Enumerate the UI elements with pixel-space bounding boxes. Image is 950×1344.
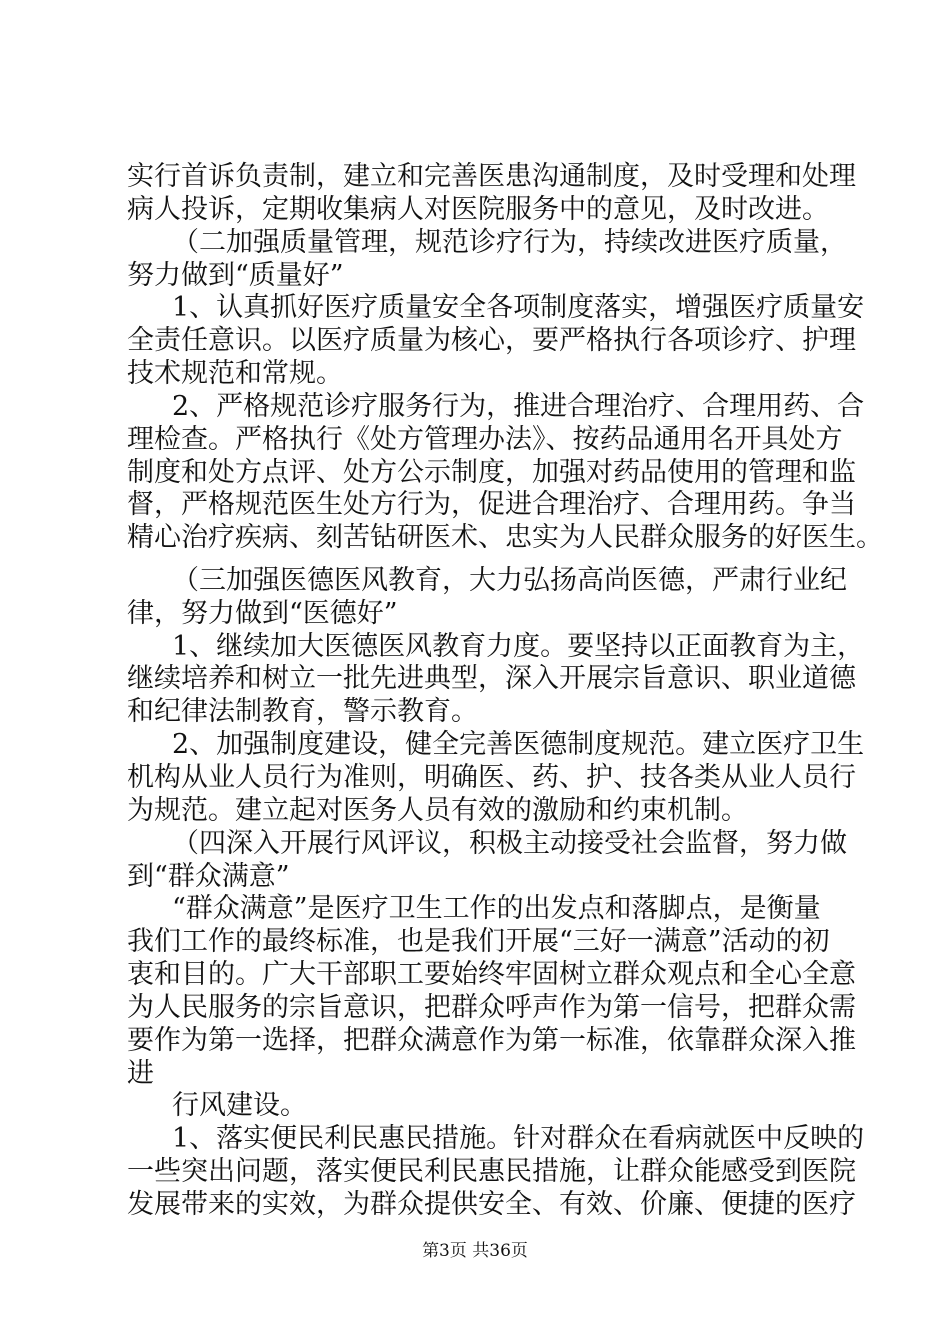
text-line: 制度和处方点评、处方公示制度，加强对药品使用的管理和监	[127, 456, 856, 488]
text-line: 努力做到“质量好”	[127, 259, 344, 291]
text-line: 全责任意识。以医疗质量为核心，要严格执行各项诊疗、护理	[127, 325, 856, 357]
text-line: （二加强质量管理，规范诊疗行为，持续改进医疗质量，	[172, 226, 847, 258]
text-line: （三加强医德医风教育，大力弘扬高尚医德，严肃行业纪	[172, 564, 847, 596]
text-line: 理检查。严格执行《处方管理办法》、按药品通用名开具处方	[127, 423, 843, 455]
text-line: 1、落实便民利民惠民措施。针对群众在看病就医中反映的	[172, 1123, 865, 1155]
text-line: 到“群众满意”	[127, 860, 290, 892]
text-line: 病人投诉，定期收集病人对医院服务中的意见，及时改进。	[127, 193, 829, 225]
text-line: 督，严格规范医生处方行为，促进合理治疗、合理用药。争当	[127, 489, 856, 521]
text-line: 进	[127, 1057, 154, 1089]
text-line: 我们工作的最终标准，也是我们开展“三好一满意”活动的初	[127, 926, 830, 958]
text-line: 行风建设。	[172, 1090, 307, 1122]
text-line: 2、严格规范诊疗服务行为，推进合理治疗、合理用药、合	[172, 390, 865, 422]
text-line: 技术规范和常规。	[127, 358, 343, 390]
text-line: 精心治疗疾病、刻苦钻研医术、忠实为人民群众服务的好医生。	[127, 522, 883, 554]
text-line: 1、继续加大医德医风教育力度。要坚持以正面教育为主，	[172, 630, 865, 662]
page-number-footer: 第3页 共36页	[422, 1241, 528, 1261]
text-line: 为人民服务的宗旨意识，把群众呼声作为第一信号，把群众需	[127, 991, 856, 1023]
text-line: （四深入开展行风评议，积极主动接受社会监督，努力做	[172, 827, 847, 859]
text-line: 继续培养和树立一批先进典型，深入开展宗旨意识、职业道德	[127, 663, 856, 695]
text-line: 为规范。建立起对医务人员有效的激励和约束机制。	[127, 794, 748, 826]
text-line: 机构从业人员行为准则，明确医、药、护、技各类从业人员行	[127, 761, 856, 793]
text-line: 衷和目的。广大干部职工要始终牢固树立群众观点和全心全意	[127, 959, 856, 991]
text-line: 和纪律法制教育，警示教育。	[127, 696, 478, 728]
text-line: “群众满意”是医疗卫生工作的出发点和落脚点，是衡量	[172, 893, 821, 925]
text-line: 2、加强制度建设，健全完善医德制度规范。建立医疗卫生	[172, 729, 865, 761]
text-line: 要作为第一选择，把群众满意作为第一标准，依靠群众深入推	[127, 1024, 856, 1056]
text-line: 发展带来的实效，为群众提供安全、有效、价廉、便捷的医疗	[127, 1189, 856, 1220]
text-line: 律，努力做到“医德好”	[127, 597, 398, 629]
text-line: 1、认真抓好医疗质量安全各项制度落实，增强医疗质量安	[172, 292, 865, 324]
text-line: 一些突出问题，落实便民利民惠民措施，让群众能感受到医院	[127, 1156, 856, 1188]
text-line: 实行首诉负责制，建立和完善医患沟通制度，及时受理和处理	[127, 161, 856, 192]
